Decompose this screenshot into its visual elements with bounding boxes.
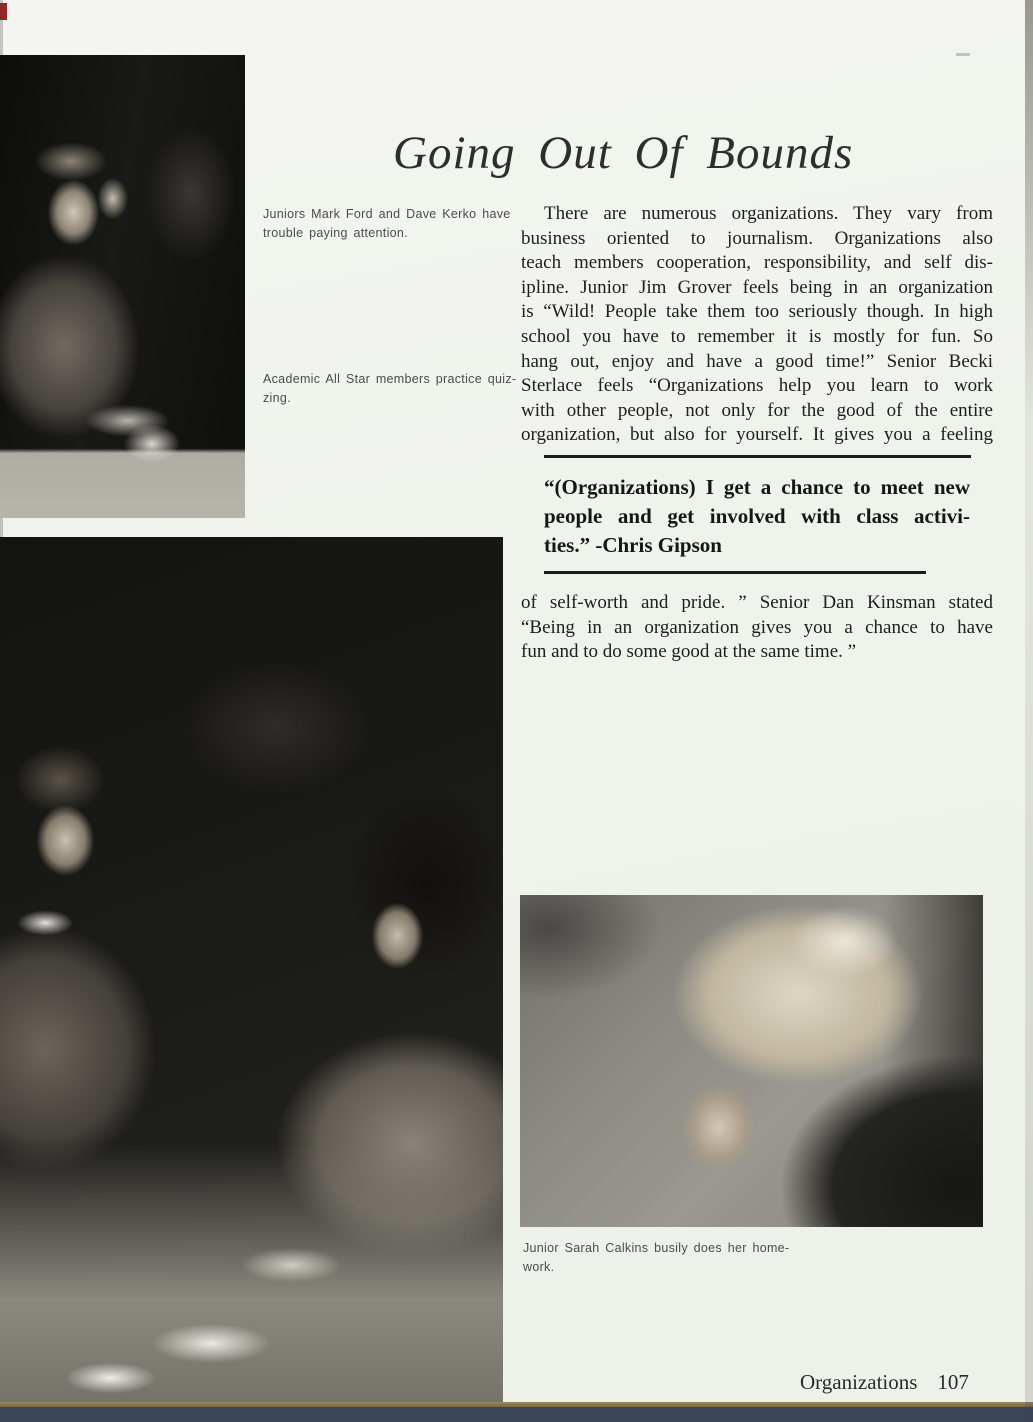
- caption-text-line: trouble paying attention.: [263, 226, 408, 240]
- pull-quote-text: [521, 473, 993, 560]
- body-text-line: Sterlace feels “Organizations help you learn to work: [521, 375, 993, 397]
- pull-quote: [521, 455, 993, 574]
- pull-quote-top-rule: [544, 455, 971, 458]
- footer-section-label: Organizations: [800, 1370, 918, 1394]
- caption-text-line: work.: [523, 1260, 555, 1274]
- body-text-line: of self-worth and pride. ” Senior Dan Kinsman stated: [521, 591, 993, 613]
- body-text-line: hang out, enjoy and have a good time!” Senior Becki: [521, 350, 993, 372]
- caption-text-line: zing.: [263, 391, 291, 405]
- caption-bottom-photo: [523, 1239, 803, 1277]
- article-paragraph-2: [521, 591, 993, 665]
- caption-text-line: Junior Sarah Calkins busily does her home-: [523, 1241, 790, 1255]
- body-text-line: business oriented to journalism. Organizations also: [521, 227, 993, 249]
- page-title: Going Out Of Bounds: [393, 127, 854, 179]
- body-text-line: “Being in an organization gives you a chance to have: [521, 616, 993, 638]
- quote-text-line: people and get involved with class activi-: [544, 503, 970, 528]
- page-right-edge-shadow: [1025, 0, 1033, 1422]
- article-paragraph-1: [521, 202, 993, 448]
- footer-page-number: 107: [937, 1370, 969, 1394]
- body-text-line: organization, but also for yourself. It gives you a feeling: [521, 424, 993, 446]
- body-text-line: is “Wild! People take them too seriously though. In high: [521, 301, 993, 323]
- bottom-navy-strip: [0, 1407, 1033, 1422]
- scan-artifact-dash: [956, 53, 970, 56]
- photo-mark-ford-dave-kerko: [0, 55, 245, 518]
- caption-quiz-practice: [263, 370, 517, 408]
- body-text-line: fun and to do some good at the same time. ”: [521, 641, 857, 663]
- body-text-line: teach members cooperation, responsibility, and self dis-: [521, 252, 993, 274]
- caption-top-photo: [263, 205, 511, 243]
- body-text-line: school you have to remember it is mostly for fun. So: [521, 325, 993, 347]
- quote-text-line: ties.” -Chris Gipson: [544, 532, 722, 557]
- caption-text-line: Juniors Mark Ford and Dave Kerko have: [263, 207, 511, 221]
- body-text-line: with other people, not only for the good of the entire: [521, 399, 993, 421]
- photo-students-studying-at-table: [0, 537, 503, 1404]
- photo-sarah-calkins-homework: [520, 895, 983, 1227]
- caption-text-line: Academic All Star members practice quiz-: [263, 372, 517, 386]
- article-column: [521, 202, 993, 665]
- body-text-line: There are numerous organizations. They vary from: [544, 203, 993, 224]
- body-text-line: ipline. Junior Jim Grover feels being in an organization: [521, 276, 993, 298]
- quote-text-line: “(Organizations) I get a chance to meet new: [544, 474, 970, 499]
- pull-quote-bottom-rule: [544, 571, 926, 574]
- page-footer: [800, 1370, 969, 1395]
